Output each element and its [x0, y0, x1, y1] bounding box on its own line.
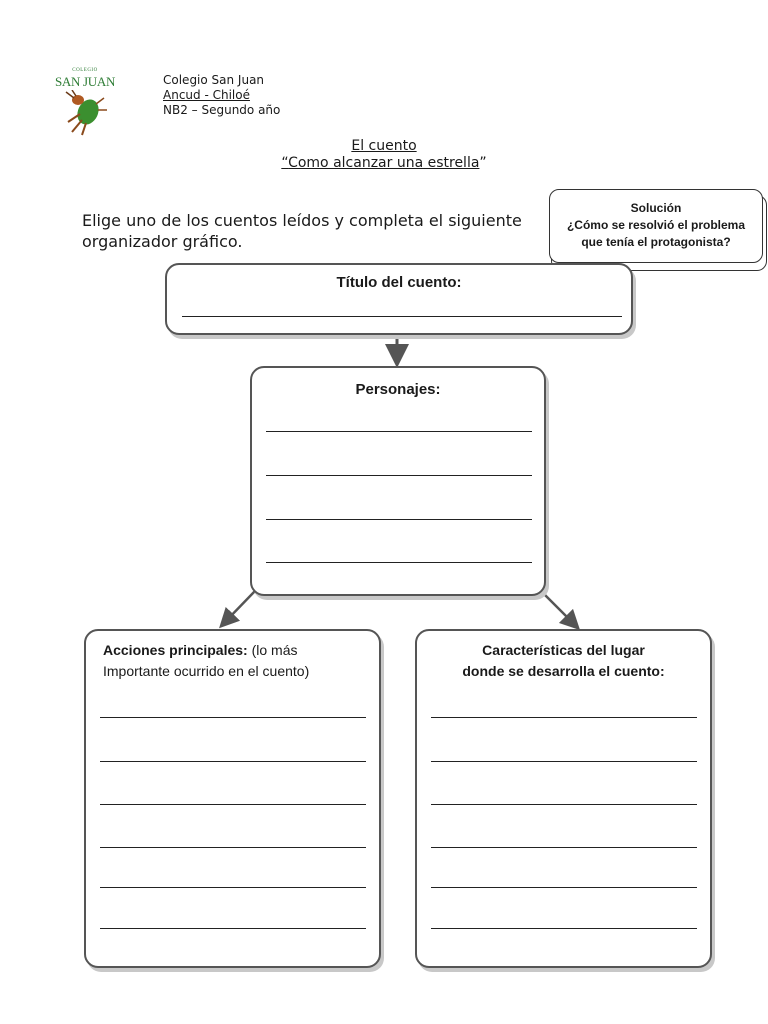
arrow-characters-to-place: [541, 591, 573, 623]
answer-line[interactable]: [266, 519, 532, 520]
answer-line[interactable]: [100, 804, 366, 805]
answer-line[interactable]: [182, 316, 622, 317]
answer-line[interactable]: [431, 717, 697, 718]
logo-name: SAN JUAN: [54, 74, 116, 89]
callout-question-1: ¿Cómo se resolvió el problema: [566, 218, 746, 232]
story-title-text: Como alcanzar una estrella: [288, 155, 480, 171]
answer-line[interactable]: [266, 431, 532, 432]
answer-line[interactable]: [266, 562, 532, 563]
answer-line[interactable]: [100, 847, 366, 848]
answer-line[interactable]: [100, 887, 366, 888]
place-label-line1: Características del lugar: [482, 642, 645, 658]
answer-line[interactable]: [100, 761, 366, 762]
actions-box-label: [86, 631, 379, 682]
title-box: [165, 263, 633, 335]
actions-label-rest2: Importante ocurrido en el cuento): [103, 663, 310, 679]
callout-title: Solución: [630, 201, 682, 215]
place-label-line2: donde se desarrolla el cuento:: [462, 663, 665, 679]
quote-close: ”: [479, 155, 487, 171]
place-box-label: [417, 631, 710, 682]
title-box-label: Título del cuento:: [336, 274, 462, 291]
answer-line[interactable]: [431, 887, 697, 888]
characters-box-label: Personajes:: [355, 381, 441, 398]
callout-question-2: que tenía el protagonista?: [581, 235, 731, 249]
instruction-text: Elige uno de los cuentos leídos y completa el siguiente organizador gráfico.: [82, 211, 522, 251]
characters-box: [250, 366, 546, 596]
answer-line[interactable]: [431, 804, 697, 805]
answer-line[interactable]: [100, 928, 366, 929]
school-location: Ancud - Chiloé: [163, 88, 250, 102]
answer-line[interactable]: [431, 928, 697, 929]
answer-line[interactable]: [431, 847, 697, 848]
actions-label-rest1: (lo más: [247, 642, 298, 658]
actions-label-bold: Acciones principales:: [103, 642, 248, 658]
actions-box: [84, 629, 381, 968]
answer-line[interactable]: [431, 761, 697, 762]
quote-open: “: [281, 155, 289, 171]
answer-line[interactable]: [100, 717, 366, 718]
arrow-characters-to-actions: [226, 591, 255, 621]
place-box: [415, 629, 712, 968]
school-level: NB2 – Segundo año: [163, 103, 281, 117]
school-name: Colegio San Juan: [163, 73, 265, 87]
logo-small-text: COLEGIO: [72, 68, 98, 73]
answer-line[interactable]: [266, 475, 532, 476]
title-line1: El cuento: [351, 138, 417, 154]
